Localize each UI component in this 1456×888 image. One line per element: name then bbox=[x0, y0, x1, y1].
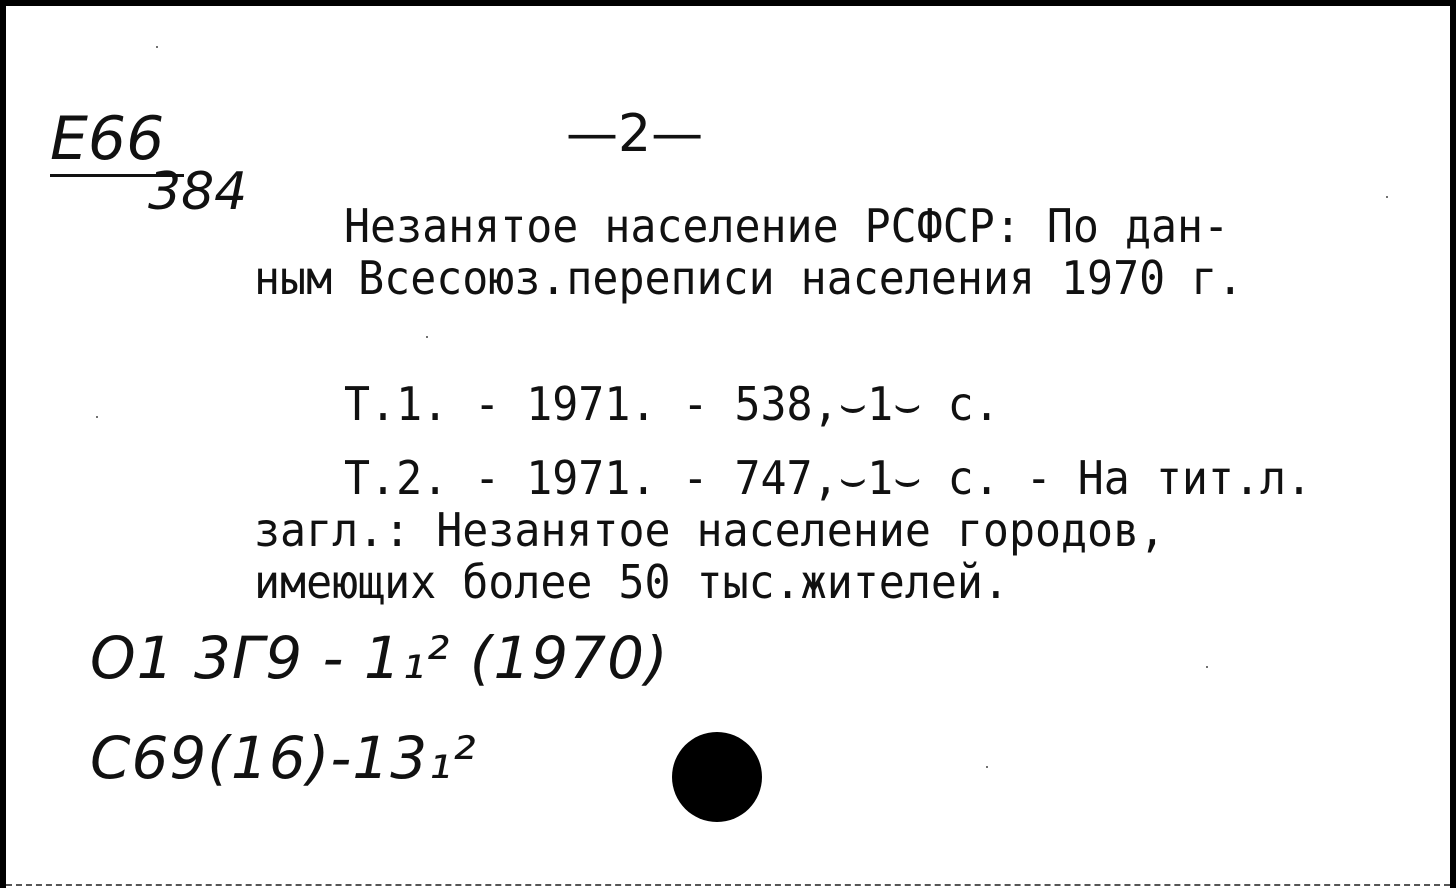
punch-hole bbox=[672, 732, 762, 822]
title-line-2: ным Всесоюз.переписи населения 1970 г. bbox=[254, 251, 1244, 305]
classification-code-2: С69(16)-13₁² bbox=[90, 724, 477, 792]
speck bbox=[156, 46, 158, 48]
card-bottom-edge bbox=[6, 884, 1450, 886]
speck bbox=[96, 416, 98, 418]
shelf-mark-main: Е66 bbox=[50, 104, 184, 177]
speck bbox=[426, 336, 428, 338]
shelf-mark-sub: 384 bbox=[148, 162, 248, 222]
title-line-1: Незанятое население РСФСР: По дан- bbox=[344, 199, 1230, 253]
speck bbox=[986, 766, 988, 768]
volume-2-line-3: имеющих более 50 тыс.жителей. bbox=[254, 555, 1009, 609]
speck bbox=[1206, 666, 1208, 668]
volume-1-line: Т.1. - 1971. - 538,⌣1⌣ с. bbox=[344, 377, 1000, 431]
volume-2-line-1: Т.2. - 1971. - 747,⌣1⌣ с. - На тит.л. bbox=[344, 451, 1313, 505]
shelf-mark bbox=[50, 104, 248, 222]
classification-code-1: О1 3Г9 - 1₁² (1970) bbox=[90, 624, 669, 692]
volume-2-line-2: загл.: Незанятое население городов, bbox=[254, 503, 1166, 557]
page-number: —2— bbox=[566, 104, 704, 164]
speck bbox=[1386, 196, 1388, 198]
